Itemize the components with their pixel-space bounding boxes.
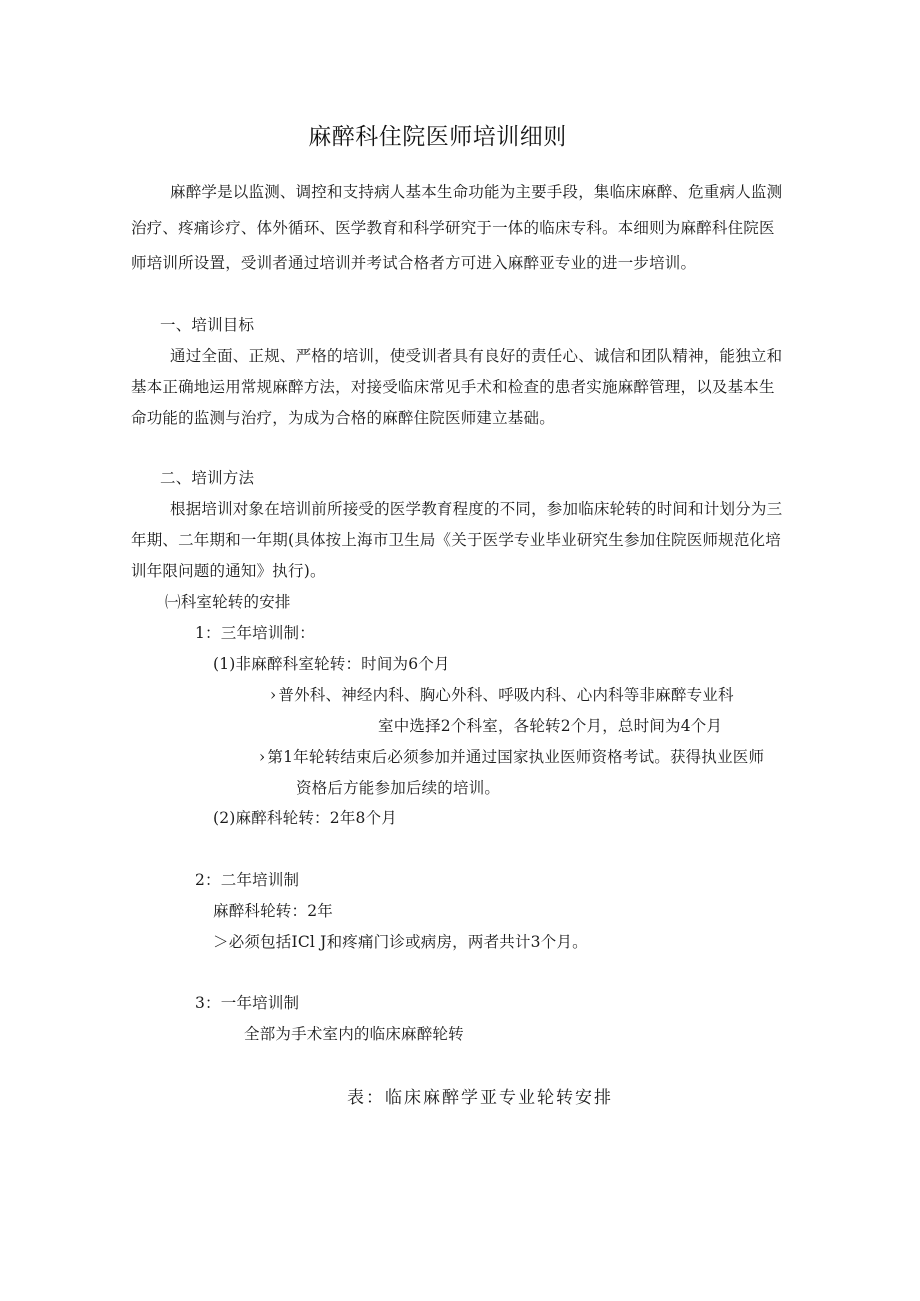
section-1-line-2: 基本正确地运用常规麻醉方法，对接受临床常见手术和检查的患者实施麻醉管理，以及基本生 (131, 378, 775, 396)
section-2-line-1: 根据培训对象在培训前所接受的医学教育程度的不同，参加临床轮转的时间和计划分为三 (170, 500, 783, 518)
one-year-heading: 3：一年培训制 (195, 994, 300, 1012)
bullet-2-line-1: 第1年轮转结束后必须参加并通过国家执业医师资格考试。获得执业医师 (267, 748, 765, 766)
one-year-line-1: 全部为手术室内的临床麻醉轮转 (244, 1025, 464, 1043)
section-2-line-3: 训年限问题的通知》执行)。 (131, 562, 326, 580)
rotation-arrangement-heading: ㈠科室轮转的安排 (165, 593, 291, 611)
bullet-arrow-icon: › (259, 748, 266, 766)
three-year-heading: 1：三年培训制： (195, 624, 315, 642)
two-year-line-1: 麻醉科轮转：2年 (213, 902, 333, 920)
section-1-line-3: 命功能的监测与治疗，为成为合格的麻醉住院医师建立基础。 (131, 409, 555, 427)
bullet-arrow-icon: › (270, 686, 277, 704)
intro-line-2: 治疗、疼痛诊疗、体外循环、医学教育和科学研究于一体的临床专科。本细则为麻醉科住院医 (131, 219, 775, 237)
bullet-1-line-1: 普外科、神经内科、胸心外科、呼吸内科、心内科等非麻醉专业科 (278, 686, 734, 704)
two-year-line-2: ＞必须包括ICl J和疼痛门诊或病房，两者共计3个月。 (213, 933, 588, 951)
bullet-1-line-2: 室中选择2个科室，各轮转2个月，总时间为4个月 (378, 717, 723, 735)
intro-line-1: 麻醉学是以监测、调控和支持病人基本生命功能为主要手段，集临床麻醉、危重病人监测 (170, 183, 783, 201)
intro-line-3: 师培训所设置，受训者通过培训并考试合格者方可进入麻醉亚专业的进一步培训。 (131, 254, 697, 272)
two-year-heading: 2：二年培训制 (195, 871, 300, 889)
three-year-bullet-2 (259, 747, 764, 767)
section-2-heading: 二、培训方法 (160, 469, 255, 487)
section-1-heading: 一、培训目标 (160, 316, 255, 334)
three-year-item-1: (1)非麻醉科室轮转：时间为6个月 (213, 655, 450, 673)
section-1-line-1: 通过全面、正规、严格的培训，使受训者具有良好的责任心、诚信和团队精神，能独立和 (170, 347, 783, 365)
bullet-2-line-2: 资格后方能参加后续的培训。 (296, 779, 501, 797)
document-title: 麻醉科住院医师培训细则 (308, 124, 567, 150)
table-caption: 表：临床麻醉学亚专业轮转安排 (347, 1088, 613, 1108)
three-year-bullet-1 (270, 685, 734, 705)
section-2-line-2: 年期、二年期和一年期(具体按上海市卫生局《关于医学专业毕业研究生参加住院医师规范化培 (131, 531, 781, 549)
three-year-item-2: (2)麻醉科轮转：2年8个月 (213, 809, 397, 827)
